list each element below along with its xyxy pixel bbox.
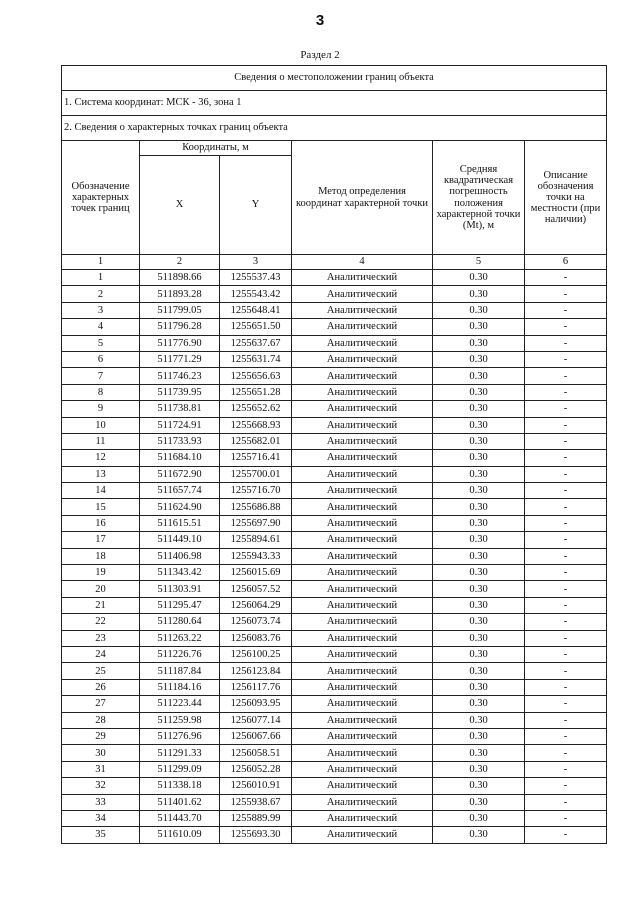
point-number-cell: 3 [62,302,140,318]
x-coordinate-cell: 511733.93 [140,433,220,449]
column-number: 5 [433,255,525,270]
description-cell: - [525,417,607,433]
point-number-cell: 28 [62,712,140,728]
table-row [62,597,607,613]
method-cell: Аналитический [292,450,433,466]
method-cell: Аналитический [292,351,433,367]
error-cell: 0.30 [433,646,525,662]
y-coordinate-cell: 1255697.90 [220,515,292,531]
x-coordinate-cell: 511615.51 [140,515,220,531]
y-coordinate-cell: 1256093.95 [220,696,292,712]
x-coordinate-cell: 511796.28 [140,319,220,335]
error-cell: 0.30 [433,286,525,302]
description-cell: - [525,351,607,367]
table-row [62,401,607,417]
error-cell: 0.30 [433,810,525,826]
description-cell: - [525,483,607,499]
error-cell: 0.30 [433,417,525,433]
point-number-cell: 4 [62,319,140,335]
method-cell: Аналитический [292,270,433,286]
description-cell: - [525,712,607,728]
point-number-cell: 31 [62,761,140,777]
error-cell: 0.30 [433,351,525,367]
point-number-cell: 9 [62,401,140,417]
method-cell: Аналитический [292,335,433,351]
description-cell: - [525,630,607,646]
x-coordinate-cell: 511684.10 [140,450,220,466]
x-coordinate-cell: 511184.16 [140,679,220,695]
point-number-cell: 16 [62,515,140,531]
point-number-cell: 26 [62,679,140,695]
point-number-cell: 13 [62,466,140,482]
description-cell: - [525,679,607,695]
method-cell: Аналитический [292,630,433,646]
x-coordinate-cell: 511187.84 [140,663,220,679]
point-number-cell: 35 [62,827,140,843]
x-coordinate-cell: 511449.10 [140,532,220,548]
method-cell: Аналитический [292,401,433,417]
y-coordinate-cell: 1255637.67 [220,335,292,351]
description-cell: - [525,728,607,744]
point-number-cell: 24 [62,646,140,662]
description-cell: - [525,401,607,417]
x-coordinate-cell: 511898.66 [140,270,220,286]
y-coordinate-cell: 1255651.28 [220,384,292,400]
table-row [62,286,607,302]
x-coordinate-cell: 511291.33 [140,745,220,761]
x-coordinate-cell: 511303.91 [140,581,220,597]
error-cell: 0.30 [433,401,525,417]
table-row [62,712,607,728]
point-number-cell: 32 [62,778,140,794]
column-number: 2 [140,255,220,270]
x-coordinate-cell: 511223.44 [140,696,220,712]
description-cell: - [525,335,607,351]
y-coordinate-cell: 1256073.74 [220,614,292,630]
y-coordinate-cell: 1256015.69 [220,565,292,581]
table-row [62,319,607,335]
error-cell: 0.30 [433,384,525,400]
y-coordinate-cell: 1255938.67 [220,794,292,810]
error-cell: 0.30 [433,597,525,613]
table-row [62,335,607,351]
method-cell: Аналитический [292,548,433,564]
header-coordinates: Координаты, м [140,141,292,156]
point-number-cell: 12 [62,450,140,466]
y-coordinate-cell: 1255543.42 [220,286,292,302]
table-row [62,548,607,564]
table-row [62,565,607,581]
y-coordinate-cell: 1256057.52 [220,581,292,597]
point-number-cell: 7 [62,368,140,384]
header-method: Метод определения координат характерной точки [292,141,433,255]
y-coordinate-cell: 1255894.61 [220,532,292,548]
x-coordinate-cell: 511343.42 [140,565,220,581]
error-cell: 0.30 [433,696,525,712]
point-number-cell: 17 [62,532,140,548]
error-cell: 0.30 [433,319,525,335]
x-coordinate-cell: 511259.98 [140,712,220,728]
error-cell: 0.30 [433,728,525,744]
description-cell: - [525,270,607,286]
error-cell: 0.30 [433,368,525,384]
table-row [62,778,607,794]
method-cell: Аналитический [292,319,433,335]
table-row [62,810,607,826]
y-coordinate-cell: 1256052.28 [220,761,292,777]
point-number-cell: 11 [62,433,140,449]
error-cell: 0.30 [433,778,525,794]
method-cell: Аналитический [292,581,433,597]
column-numbers-row [62,255,607,270]
x-coordinate-cell: 511401.62 [140,794,220,810]
x-coordinate-cell: 511799.05 [140,302,220,318]
x-coordinate-cell: 511624.90 [140,499,220,515]
table-row [62,679,607,695]
method-cell: Аналитический [292,499,433,515]
error-cell: 0.30 [433,532,525,548]
error-cell: 0.30 [433,581,525,597]
method-cell: Аналитический [292,810,433,826]
error-cell: 0.30 [433,450,525,466]
error-cell: 0.30 [433,335,525,351]
y-coordinate-cell: 1255693.30 [220,827,292,843]
x-coordinate-cell: 511295.47 [140,597,220,613]
table-row [62,417,607,433]
table-row [62,368,607,384]
point-number-cell: 23 [62,630,140,646]
description-cell: - [525,646,607,662]
table-row [62,827,607,843]
x-coordinate-cell: 511739.95 [140,384,220,400]
point-number-cell: 18 [62,548,140,564]
error-cell: 0.30 [433,302,525,318]
x-coordinate-cell: 511776.90 [140,335,220,351]
table-row [62,581,607,597]
method-cell: Аналитический [292,286,433,302]
point-number-cell: 30 [62,745,140,761]
method-cell: Аналитический [292,368,433,384]
description-cell: - [525,319,607,335]
table-row [62,384,607,400]
y-coordinate-cell: 1256100.25 [220,646,292,662]
table-row [62,728,607,744]
x-coordinate-cell: 511338.18 [140,778,220,794]
y-coordinate-cell: 1256058.51 [220,745,292,761]
coordinate-system: 1. Система координат: МСК - 36, зона 1 [62,91,607,116]
description-cell: - [525,810,607,826]
y-coordinate-cell: 1255631.74 [220,351,292,367]
y-coordinate-cell: 1255656.63 [220,368,292,384]
method-cell: Аналитический [292,515,433,531]
point-number-cell: 29 [62,728,140,744]
table-title: Сведения о местоположении границ объекта [62,66,607,91]
error-cell: 0.30 [433,630,525,646]
column-number: 3 [220,255,292,270]
column-number: 6 [525,255,607,270]
method-cell: Аналитический [292,696,433,712]
error-cell: 0.30 [433,761,525,777]
method-cell: Аналитический [292,778,433,794]
table-row [62,433,607,449]
column-number: 4 [292,255,433,270]
table-row [62,483,607,499]
point-number-cell: 20 [62,581,140,597]
method-cell: Аналитический [292,483,433,499]
method-cell: Аналитический [292,679,433,695]
method-cell: Аналитический [292,565,433,581]
y-coordinate-cell: 1256077.14 [220,712,292,728]
description-cell: - [525,614,607,630]
description-cell: - [525,761,607,777]
y-coordinate-cell: 1255889.99 [220,810,292,826]
method-cell: Аналитический [292,302,433,318]
description-cell: - [525,302,607,318]
header-x: X [140,156,220,255]
x-coordinate-cell: 511738.81 [140,401,220,417]
method-cell: Аналитический [292,384,433,400]
y-coordinate-cell: 1255943.33 [220,548,292,564]
description-cell: - [525,548,607,564]
x-coordinate-cell: 511610.09 [140,827,220,843]
header-error: Средняя квадратическая погрешность положения характерной точки (Mt), м [433,141,525,255]
method-cell: Аналитический [292,532,433,548]
error-cell: 0.30 [433,565,525,581]
x-coordinate-cell: 511893.28 [140,286,220,302]
table-row [62,630,607,646]
error-cell: 0.30 [433,679,525,695]
method-cell: Аналитический [292,597,433,613]
point-number-cell: 14 [62,483,140,499]
method-cell: Аналитический [292,614,433,630]
description-cell: - [525,696,607,712]
x-coordinate-cell: 511226.76 [140,646,220,662]
point-number-cell: 33 [62,794,140,810]
table-row [62,351,607,367]
description-cell: - [525,532,607,548]
x-coordinate-cell: 511746.23 [140,368,220,384]
description-cell: - [525,450,607,466]
method-cell: Аналитический [292,663,433,679]
y-coordinate-cell: 1255716.41 [220,450,292,466]
description-cell: - [525,384,607,400]
description-cell: - [525,794,607,810]
y-coordinate-cell: 1256064.29 [220,597,292,613]
description-cell: - [525,499,607,515]
y-coordinate-cell: 1256010.91 [220,778,292,794]
table-row [62,450,607,466]
y-coordinate-cell: 1255716.70 [220,483,292,499]
y-coordinate-cell: 1256083.76 [220,630,292,646]
point-number-cell: 5 [62,335,140,351]
description-cell: - [525,286,607,302]
point-number-cell: 19 [62,565,140,581]
error-cell: 0.30 [433,827,525,843]
x-coordinate-cell: 511276.96 [140,728,220,744]
description-cell: - [525,663,607,679]
y-coordinate-cell: 1255537.43 [220,270,292,286]
boundary-points-table [61,65,607,844]
method-cell: Аналитический [292,728,433,744]
x-coordinate-cell: 511771.29 [140,351,220,367]
x-coordinate-cell: 511263.22 [140,630,220,646]
error-cell: 0.30 [433,614,525,630]
point-number-cell: 15 [62,499,140,515]
point-number-cell: 21 [62,597,140,613]
point-number-cell: 25 [62,663,140,679]
table-row [62,614,607,630]
description-cell: - [525,433,607,449]
error-cell: 0.30 [433,745,525,761]
points-heading: 2. Сведения о характерных точках границ объекта [62,116,607,141]
table-row [62,745,607,761]
point-number-cell: 34 [62,810,140,826]
point-number-cell: 8 [62,384,140,400]
error-cell: 0.30 [433,794,525,810]
table-row [62,761,607,777]
y-coordinate-cell: 1255686.88 [220,499,292,515]
error-cell: 0.30 [433,499,525,515]
y-coordinate-cell: 1255648.41 [220,302,292,318]
method-cell: Аналитический [292,761,433,777]
header-point-designation: Обозначение характерных точек границ [62,141,140,255]
y-coordinate-cell: 1255700.01 [220,466,292,482]
column-number: 1 [62,255,140,270]
description-cell: - [525,597,607,613]
y-coordinate-cell: 1256123.84 [220,663,292,679]
table-row [62,515,607,531]
page-number: 3 [315,12,325,29]
table-row [62,302,607,318]
point-number-cell: 6 [62,351,140,367]
description-cell: - [525,368,607,384]
error-cell: 0.30 [433,433,525,449]
x-coordinate-cell: 511657.74 [140,483,220,499]
point-number-cell: 1 [62,270,140,286]
table-row [62,466,607,482]
y-coordinate-cell: 1256117.76 [220,679,292,695]
error-cell: 0.30 [433,548,525,564]
error-cell: 0.30 [433,515,525,531]
table-row [62,646,607,662]
y-coordinate-cell: 1255651.50 [220,319,292,335]
point-number-cell: 27 [62,696,140,712]
method-cell: Аналитический [292,433,433,449]
method-cell: Аналитический [292,646,433,662]
point-number-cell: 22 [62,614,140,630]
error-cell: 0.30 [433,483,525,499]
x-coordinate-cell: 511280.64 [140,614,220,630]
description-cell: - [525,581,607,597]
y-coordinate-cell: 1255682.01 [220,433,292,449]
y-coordinate-cell: 1256067.66 [220,728,292,744]
description-cell: - [525,778,607,794]
table-row [62,270,607,286]
method-cell: Аналитический [292,827,433,843]
point-number-cell: 2 [62,286,140,302]
x-coordinate-cell: 511443.70 [140,810,220,826]
method-cell: Аналитический [292,712,433,728]
table-row [62,532,607,548]
table-row [62,499,607,515]
header-description: Описание обозначения точки на местности (при наличии) [525,141,607,255]
x-coordinate-cell: 511299.09 [140,761,220,777]
error-cell: 0.30 [433,663,525,679]
table-row [62,663,607,679]
description-cell: - [525,565,607,581]
description-cell: - [525,745,607,761]
error-cell: 0.30 [433,270,525,286]
points-table-body [62,270,607,844]
section-label: Раздел 2 [300,49,340,61]
description-cell: - [525,466,607,482]
y-coordinate-cell: 1255668.93 [220,417,292,433]
table-row [62,696,607,712]
error-cell: 0.30 [433,466,525,482]
method-cell: Аналитический [292,794,433,810]
method-cell: Аналитический [292,417,433,433]
description-cell: - [525,827,607,843]
description-cell: - [525,515,607,531]
x-coordinate-cell: 511672.90 [140,466,220,482]
x-coordinate-cell: 511406.98 [140,548,220,564]
x-coordinate-cell: 511724.91 [140,417,220,433]
y-coordinate-cell: 1255652.62 [220,401,292,417]
error-cell: 0.30 [433,712,525,728]
table-row [62,794,607,810]
method-cell: Аналитический [292,466,433,482]
header-y: Y [220,156,292,255]
method-cell: Аналитический [292,745,433,761]
point-number-cell: 10 [62,417,140,433]
